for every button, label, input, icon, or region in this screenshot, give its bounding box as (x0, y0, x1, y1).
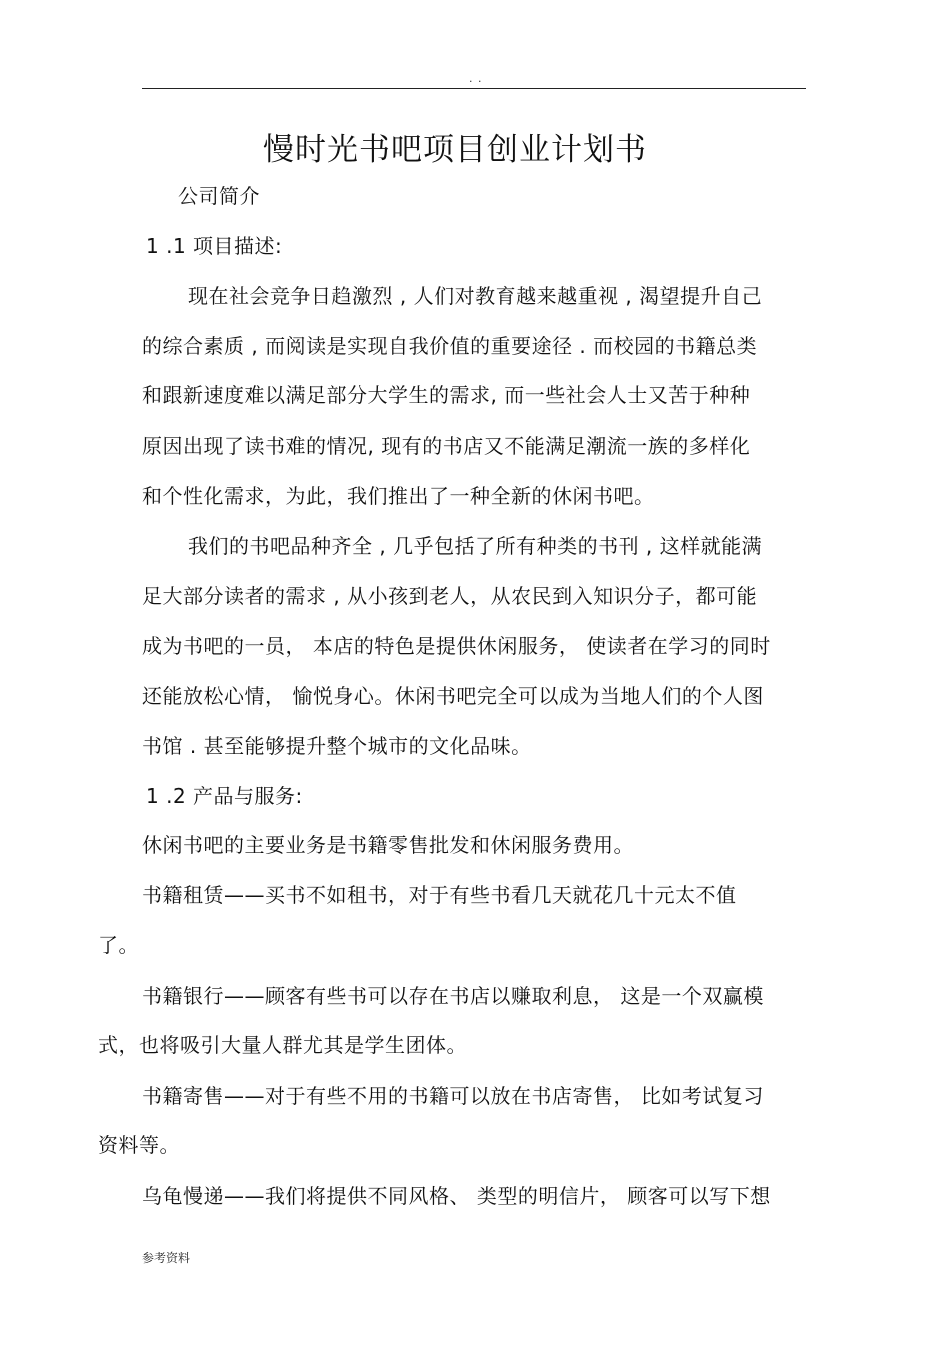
paragraph-line: 资料等。 (98, 1133, 180, 1157)
header-dots: . . (469, 72, 483, 85)
section-1-2-heading: 1 .2 产品与服务: (146, 784, 303, 808)
footer-reference-label: 参考资料 (142, 1251, 191, 1265)
paragraph-line: 原因出现了读书难的情况, 现有的书店又不能满足潮流一族的多样化 (142, 434, 751, 458)
paragraph-line: 了。 (98, 933, 139, 957)
document-title: 慢时光书吧项目创业计划书 (263, 132, 647, 168)
paragraph-line: 书籍银行——顾客有些书可以存在书店以赚取利息， 这是一个双赢模 (142, 984, 764, 1008)
paragraph-line: 现在社会竞争日趋激烈 , 人们对教育越来越重视 , 渴望提升自己 (188, 284, 763, 308)
paragraph-line: 足大部分读者的需求 , 从小孩到老人，从农民到入知识分子，都可能 (142, 584, 758, 608)
paragraph-line: 书籍租赁——买书不如租书，对于有些书看几天就花几十元太不值 (142, 883, 737, 907)
paragraph-line: 的综合素质 , 而阅读是实现自我价值的重要途径 . 而校园的书籍总类 (142, 334, 758, 358)
paragraph-line: 成为书吧的一员， 本店的特色是提供休闲服务， 使读者在学习的同时 (142, 634, 771, 658)
section-company-intro: 公司简介 (178, 184, 260, 208)
paragraph-line: 书馆 . 甚至能够提升整个城市的文化品味。 (142, 734, 532, 758)
paragraph-line: 式，也将吸引大量人群尤其是学生团体。 (98, 1033, 467, 1057)
paragraph-line: 我们的书吧品种齐全 , 几乎包括了所有种类的书刊 , 这样就能满 (188, 534, 763, 558)
paragraph-line: 和个性化需求，为此，我们推出了一种全新的休闲书吧。 (142, 484, 655, 508)
header-rule (142, 88, 806, 89)
section-1-1-heading: 1 .1 项目描述: (146, 234, 283, 258)
paragraph-line: 乌龟慢递——我们将提供不同风格、 类型的明信片， 顾客可以写下想 (142, 1184, 771, 1208)
paragraph-line: 休闲书吧的主要业务是书籍零售批发和休闲服务费用。 (142, 833, 634, 857)
paragraph-line: 还能放松心情， 愉悦身心。休闲书吧完全可以成为当地人们的个人图 (142, 684, 764, 708)
paragraph-line: 和跟新速度难以满足部分大学生的需求, 而一些社会人士又苦于种种 (142, 383, 751, 407)
paragraph-line: 书籍寄售——对于有些不用的书籍可以放在书店寄售， 比如考试复习 (142, 1084, 764, 1108)
